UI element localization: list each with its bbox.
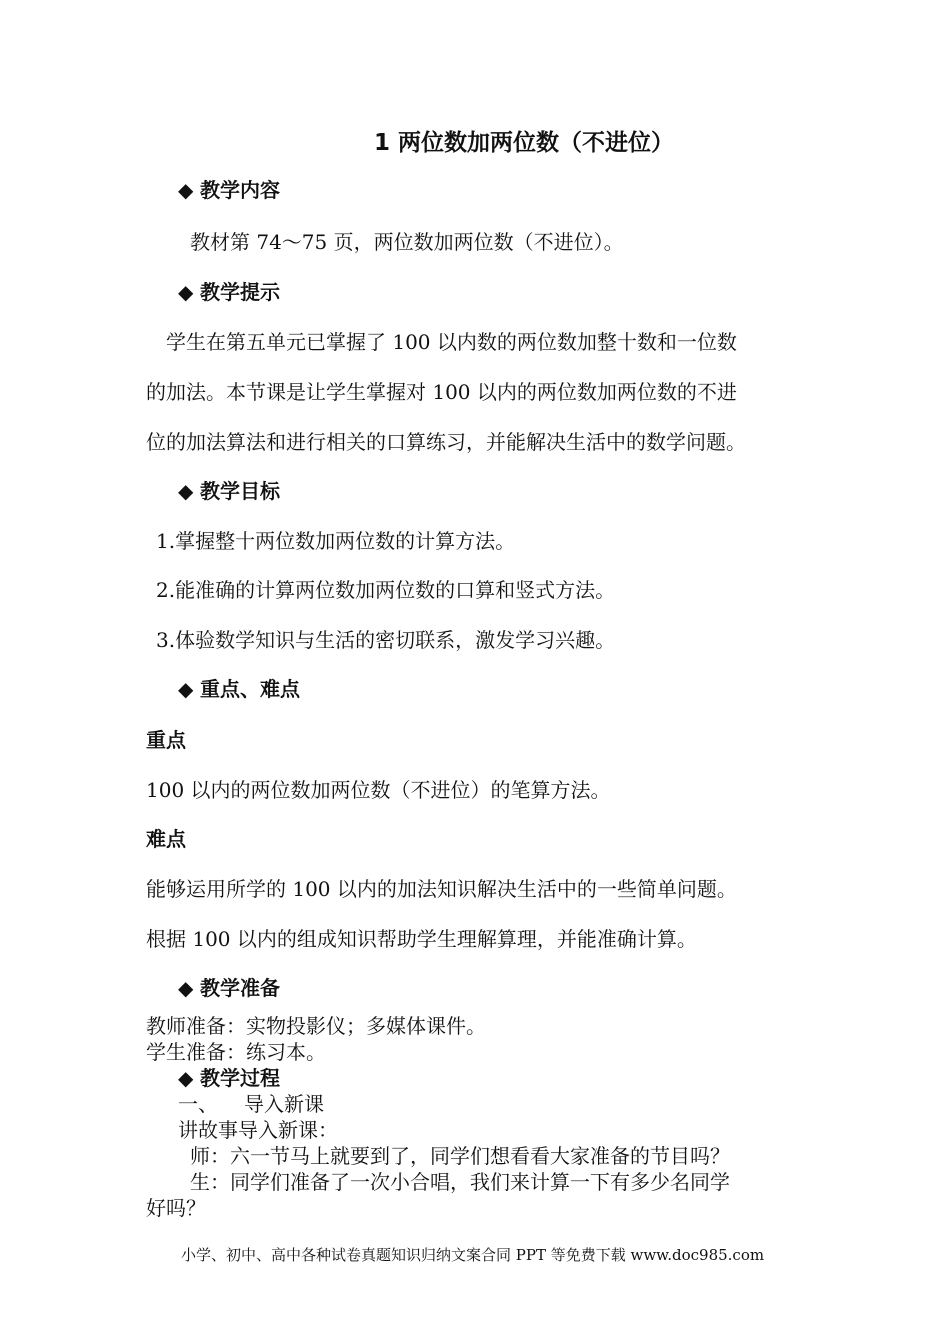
section-heading-goals [178,479,280,503]
section-heading-content [178,178,280,202]
content-text: 教材第 74～75 页，两位数加两位数（不进位）。 [190,230,624,254]
difficulty-line-1: 能够运用所学的 100 以内的加法知识解决生活中的一些简单问题。 [146,877,737,901]
difficulty-label: 难点 [146,827,186,851]
step-number: 一、 [178,1092,218,1116]
teacher-preparation: 教师准备：实物投影仪；多媒体课件。 [146,1014,486,1038]
dialogue-line-2: 生：同学们准备了一次小合唱，我们来计算一下有多少名同学 [190,1170,730,1194]
diamond-bullet-icon: ◆ [178,1066,194,1090]
heading-text: 教学准备 [200,976,280,1000]
diamond-bullet-icon: ◆ [178,479,194,503]
goal-item-1: 1.掌握整十两位数加两位数的计算方法。 [156,529,516,553]
hint-line-2: 的加法。本节课是让学生掌握对 100 以内的两位数加两位数的不进 [146,380,737,404]
diamond-bullet-icon: ◆ [178,677,194,701]
hint-line-1: 学生在第五单元已掌握了 100 以内数的两位数加整十数和一位数 [166,330,737,354]
heading-text: 教学目标 [200,479,280,503]
process-intro: 讲故事导入新课： [178,1118,338,1142]
key-text: 100 以内的两位数加两位数（不进位）的笔算方法。 [146,778,611,802]
student-preparation: 学生准备：练习本。 [146,1040,326,1064]
section-heading-key-points [178,677,300,701]
heading-text: 教学提示 [200,280,280,304]
page-title: 1 两位数加两位数（不进位） [374,130,675,156]
heading-text: 教学内容 [200,178,280,202]
goal-item-3: 3.体验数学知识与生活的密切联系，激发学习兴趣。 [156,628,616,652]
difficulty-line-2: 根据 100 以内的组成知识帮助学生理解算理，并能准确计算。 [146,927,697,951]
process-step [178,1092,324,1116]
diamond-bullet-icon: ◆ [178,280,194,304]
step-title: 导入新课 [244,1092,324,1116]
hint-line-3: 位的加法算法和进行相关的口算练习，并能解决生活中的数学问题。 [146,430,746,454]
section-heading-preparation [178,976,280,1000]
section-heading-hint [178,280,280,304]
heading-text: 教学过程 [200,1066,280,1090]
section-heading-process [178,1066,280,1090]
diamond-bullet-icon: ◆ [178,178,194,202]
page-footer: 小学、初中、高中各种试卷真题知识归纳文案合同 PPT 等免费下载 www.doc985.com [181,1246,765,1264]
diamond-bullet-icon: ◆ [178,976,194,1000]
heading-text: 重点、难点 [200,677,300,701]
dialogue-line-1: 师：六一节马上就要到了，同学们想看看大家准备的节目吗？ [190,1144,730,1168]
dialogue-line-3: 好吗？ [146,1196,206,1220]
key-label: 重点 [146,728,186,752]
goal-item-2: 2.能准确的计算两位数加两位数的口算和竖式方法。 [156,578,616,602]
